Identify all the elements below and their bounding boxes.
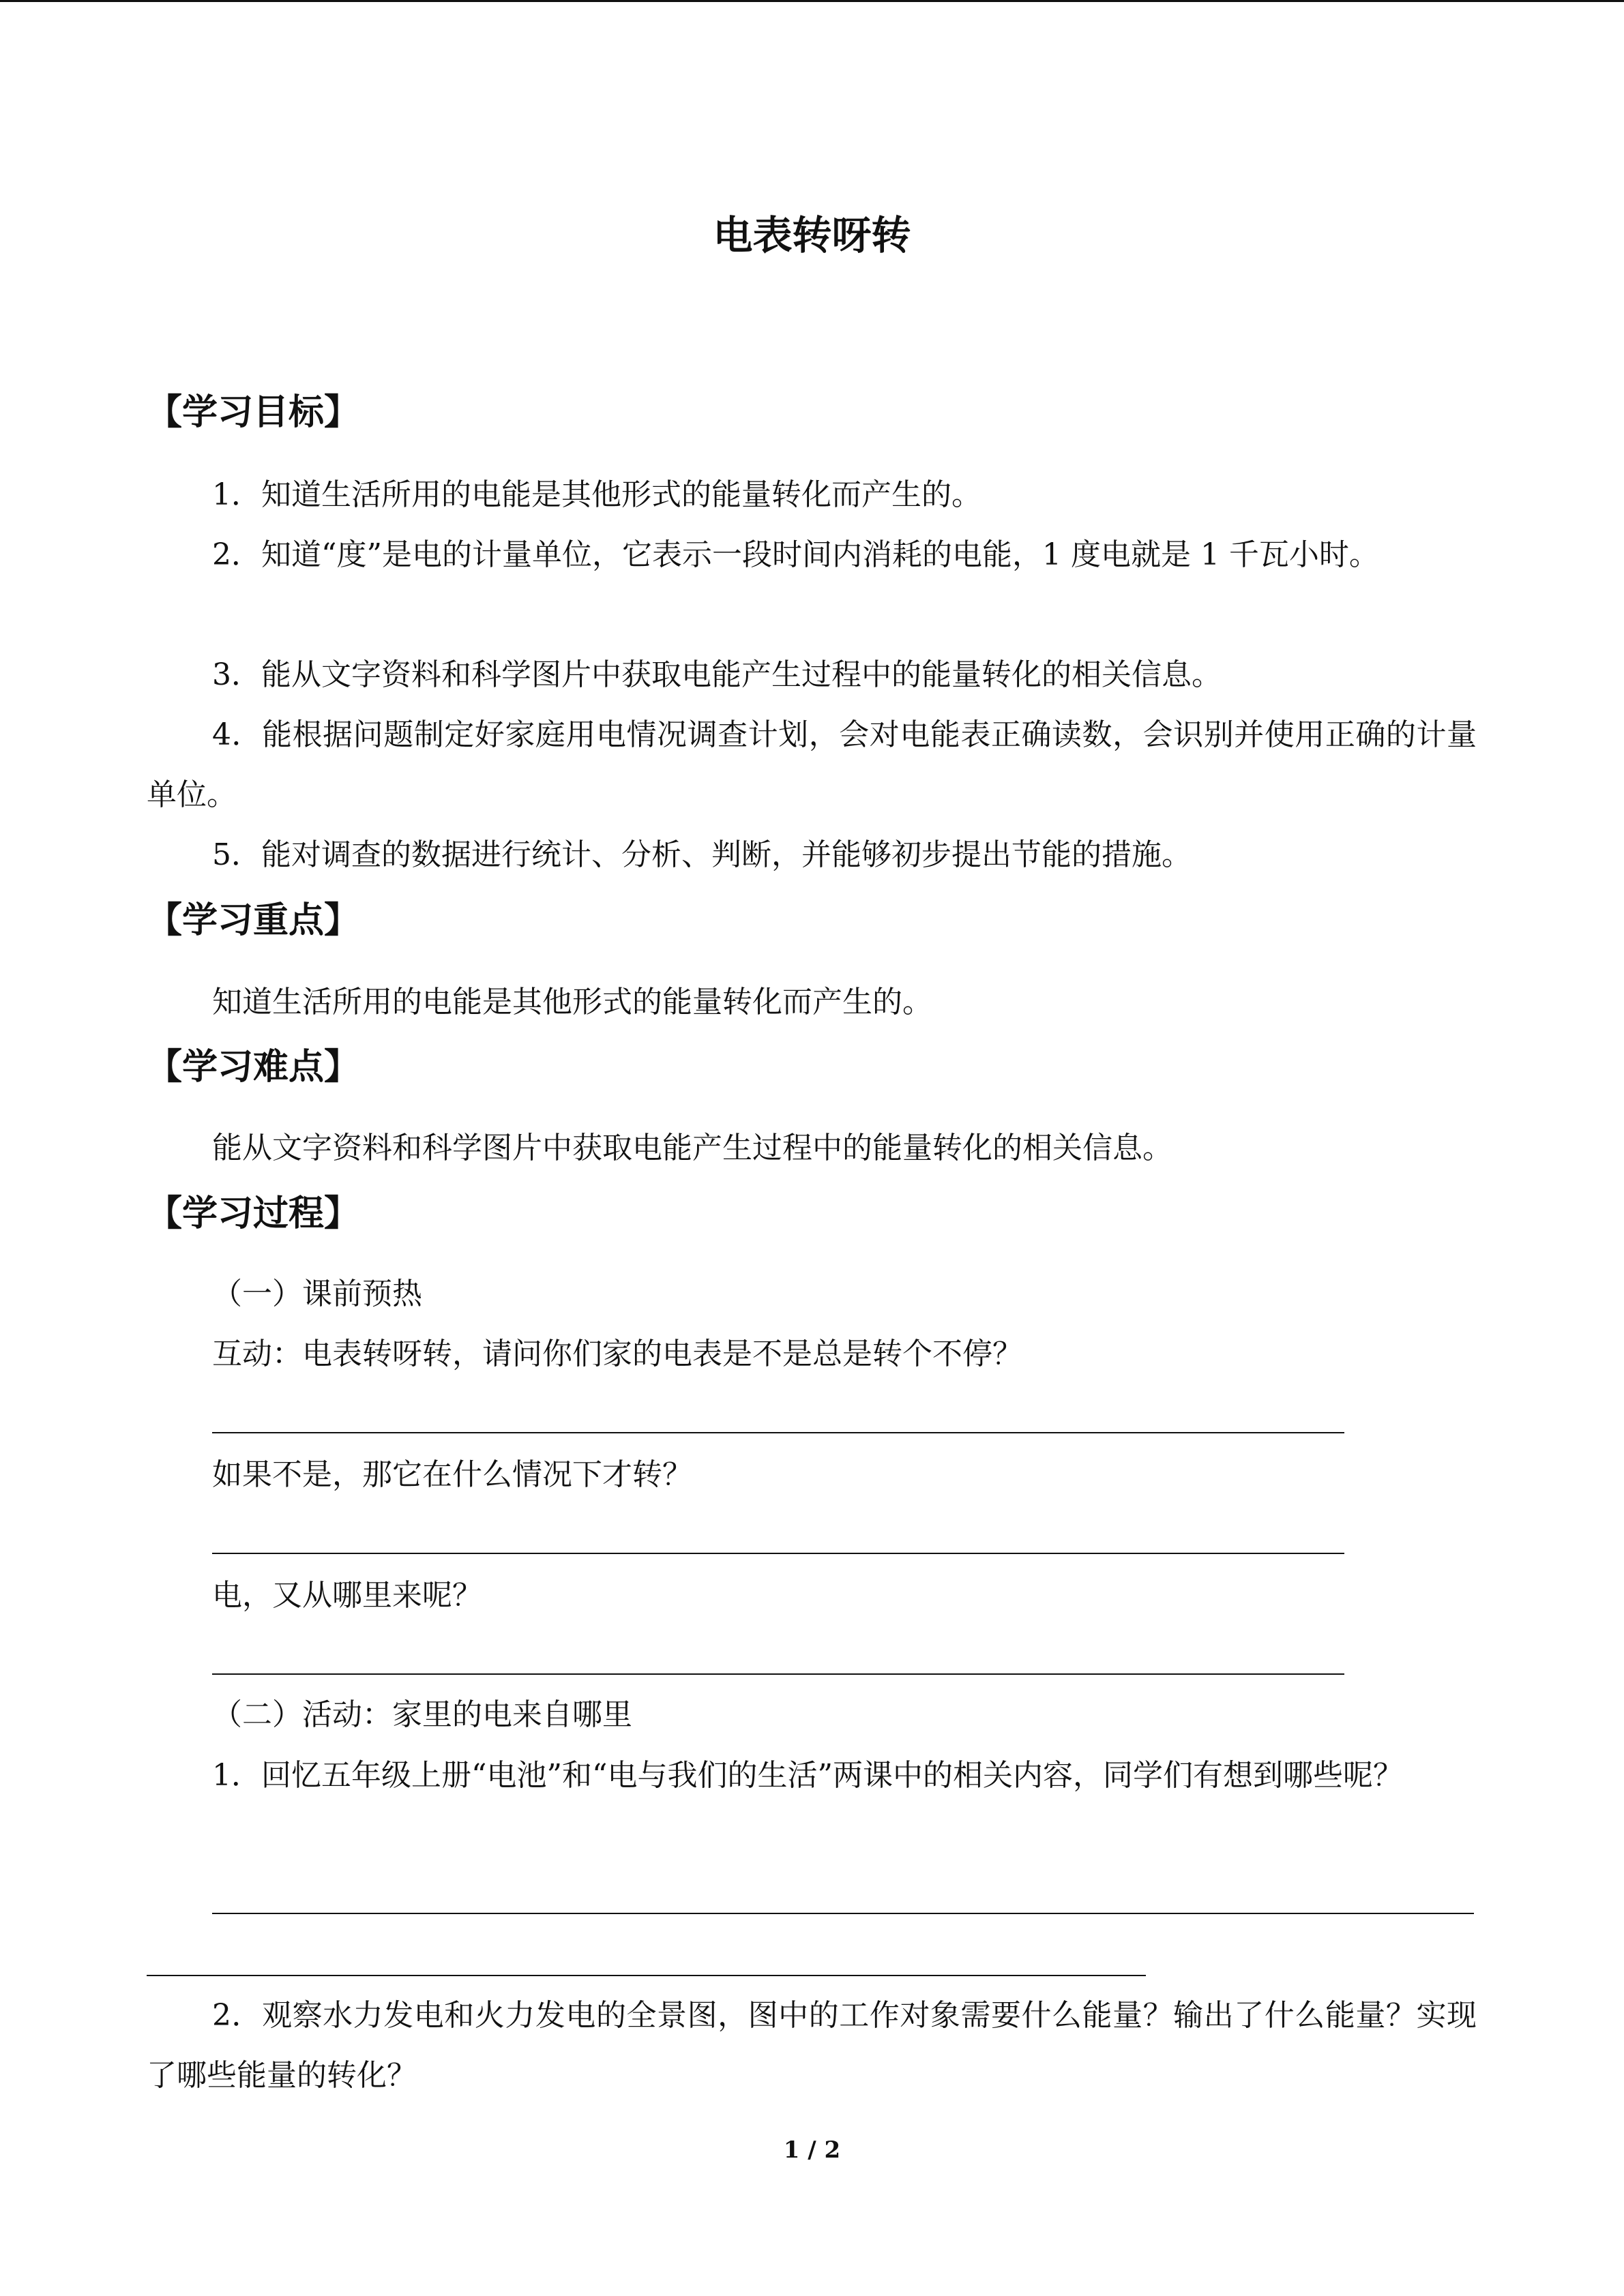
part2-title: （二）活动：家里的电来自哪里	[212, 1697, 632, 1732]
answer-line-3	[212, 1673, 1344, 1675]
part1-title: （一）课前预热	[212, 1277, 422, 1311]
section-heading-key-points: 【学习重点】	[147, 900, 360, 941]
page-number: 1 / 2	[783, 2136, 841, 2164]
section-heading-difficulties: 【学习难点】	[147, 1047, 360, 1088]
answer-line-2	[212, 1553, 1344, 1554]
answer-line-5	[147, 1975, 1146, 1976]
section-heading-goals: 【学习目标】	[147, 392, 360, 433]
question-2: 如果不是，那它在什么情况下才转？	[212, 1457, 692, 1492]
difficulties-text: 能从文字资料和科学图片中获取电能产生过程中的能量转化的相关信息。	[212, 1131, 1172, 1165]
goal-item-4: 4．能根据问题制定好家庭用电情况调查计划，会对电能表正确读数，会识别并使用正确的计量单位。	[147, 717, 1477, 812]
answer-line-1	[212, 1432, 1344, 1433]
page-top-border	[0, 0, 1624, 2]
goal-item-3: 3．能从文字资料和科学图片中获取电能产生过程中的能量转化的相关信息。	[212, 657, 1222, 692]
activity-item-2: 2．观察水力发电和火力发电的全景图，图中的工作对象需要什么能量？输出了什么能量？实现了哪些能量的转化？	[147, 1998, 1477, 2093]
goal-item-1: 1．知道生活所用的电能是其他形式的能量转化而产生的。	[212, 477, 981, 512]
key-points-text: 知道生活所用的电能是其他形式的能量转化而产生的。	[212, 985, 932, 1019]
question-3: 电，又从哪里来呢？	[212, 1578, 482, 1613]
goal-item-2: 2．知道“度”是电的计量单位，它表示一段时间内消耗的电能，1 度电就是 1 千瓦小时。	[212, 537, 1379, 572]
question-1: 互动：电表转呀转，请问你们家的电表是不是总是转个不停？	[212, 1337, 1022, 1371]
section-heading-process: 【学习过程】	[147, 1193, 360, 1234]
answer-line-4	[212, 1913, 1474, 1914]
activity-item-1: 1．回忆五年级上册“电池”和“电与我们的生活”两课中的相关内容，同学们有想到哪些呢？	[212, 1758, 1403, 1793]
page-title: 电表转呀转	[713, 212, 911, 258]
goal-item-5: 5．能对调查的数据进行统计、分析、判断，并能够初步提出节能的措施。	[212, 837, 1192, 872]
